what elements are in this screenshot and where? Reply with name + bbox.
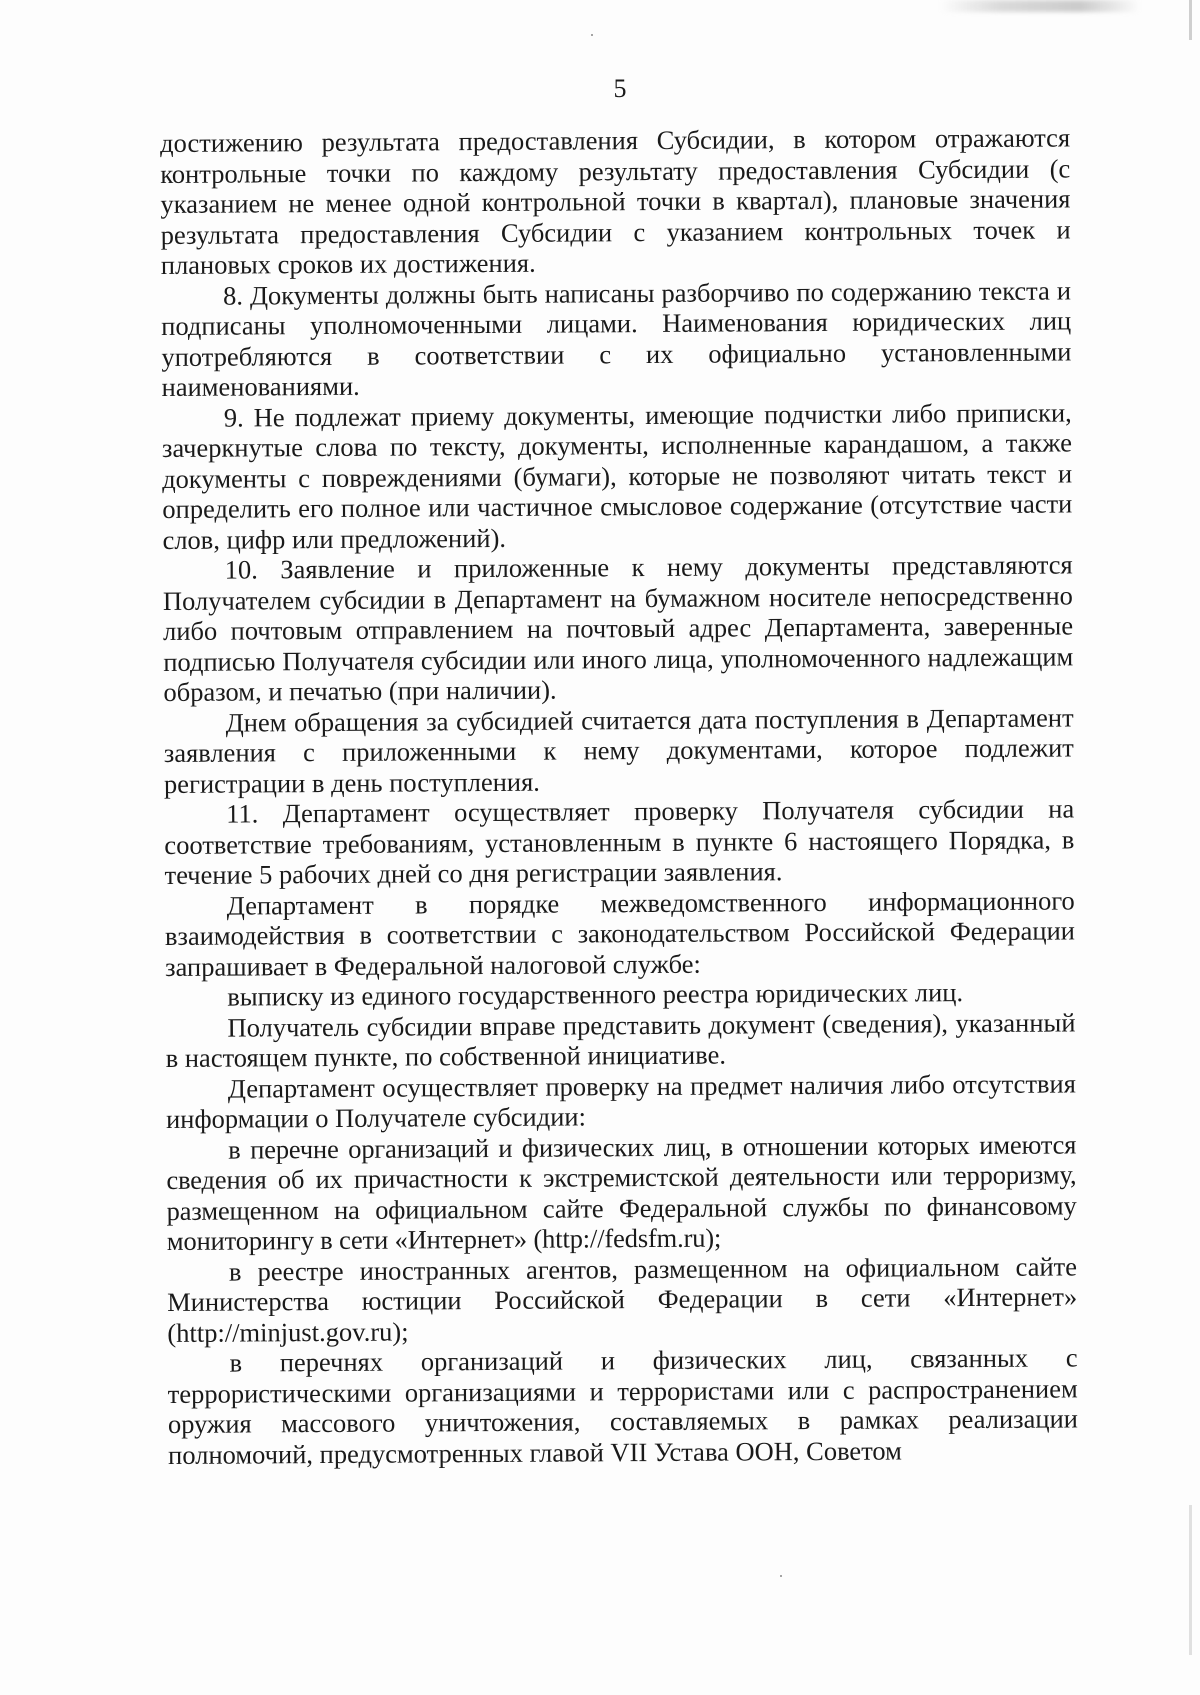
paragraph-item-8: 8. Документы должны быть написаны разборчиво по содержанию текста и подписаны уполномоченными лицами. Наименования юридических лиц употребляются в соответствии с их официально установленными наименованиями.: [161, 274, 1072, 402]
paragraph-item-11: 11. Департамент осуществляет проверку Получателя субсидии на соответствие требованиям, установленным в пункте 6 настоящего Порядка, в течение 5 рабочих дней со дня регистрации заявления.: [164, 793, 1075, 890]
paragraph-foreign-agents-registry: в реестре иностранных агентов, размещенном на официальном сайте Министерства юстиции Российской Федерации в сети «Интернет» (http://minjust.gov.ru);: [167, 1250, 1078, 1348]
paragraph-terrorism-lists: в перечнях организаций и физических лиц, связанных с террористическими организациями и террористами или с распространением оружия массового уничтожения, составляемых в рамках реализации полномочий, предусмотренных главой VII Устава ООН, Советом: [167, 1342, 1078, 1470]
paragraph-extremism-list: в перечне организаций и физических лиц, в отношении которых имеются сведения об их причастности к экстремистской деятельности или терроризму, размещенном на официальном сайте Федеральной службы по финансовому мониторингу в сети «Интернет» (http://fedsfm.ru);: [166, 1128, 1077, 1256]
page-number: 5: [613, 74, 627, 103]
paragraph-item-10: 10. Заявление и приложенные к нему документы представляются Получателем субсидии в Департамент на бумажном носителе непосредственно либо почтовым отправлением на почтовый адрес Департамента, заверенные подписью Получателя субсидии или иного лица, уполномоченного надлежащим образом, и печатью (при наличии).: [162, 549, 1074, 707]
paragraph-egrul-extract: выписку из единого государственного реестра юридических лиц.: [227, 977, 964, 1012]
scan-speck: [780, 1575, 782, 1577]
paragraph-check-info: Департамент осуществляет проверку на предмет наличия либо отсутствия информации о Получателе субсидии:: [165, 1067, 1076, 1134]
paragraph-own-initiative: Получатель субсидии вправе представить документ (сведения), указанный в настоящем пункте, по собственной инициативе.: [165, 1006, 1076, 1073]
scan-speck: [591, 34, 593, 36]
paragraph-result-continuation: достижению результата предоставления Субсидии, в котором отражаются контрольные точки по каждому результату предоставления Субсидии (с указанием не менее одной контрольной точки в квартал), плановые значения результата предоставления Субсидии с указанием контрольных точек и плановых сроков их достижения.: [160, 122, 1071, 280]
paragraph-application-date: Днем обращения за субсидией считается дата поступления в Департамент заявления с приложенными к нему документами, которое подлежит регистрации в день поступления.: [163, 701, 1074, 799]
scan-artifact-edge-bottom: [1189, 1505, 1192, 1655]
document-body: [160, 122, 1078, 1470]
scan-artifact-edge-top: [1189, 0, 1192, 40]
paragraph-item-9: 9. Не подлежат приему документы, имеющие подчистки либо приписки, зачеркнутые слова по тексту, документы, исполненные карандашом, а также документы с повреждениями (бумаги), которые не позволяют читать текст и определить его полное или частичное смысловое содержание (отсутствие части слов, цифр или предложений).: [161, 396, 1073, 555]
scan-artifact-top: [940, 0, 1140, 12]
paragraph-interagency-request: Департамент в порядке межведомственного информационного взаимодействия в соответствии с законодательством Российской Федерации запрашивает в Федеральной налоговой службе:: [164, 884, 1076, 982]
